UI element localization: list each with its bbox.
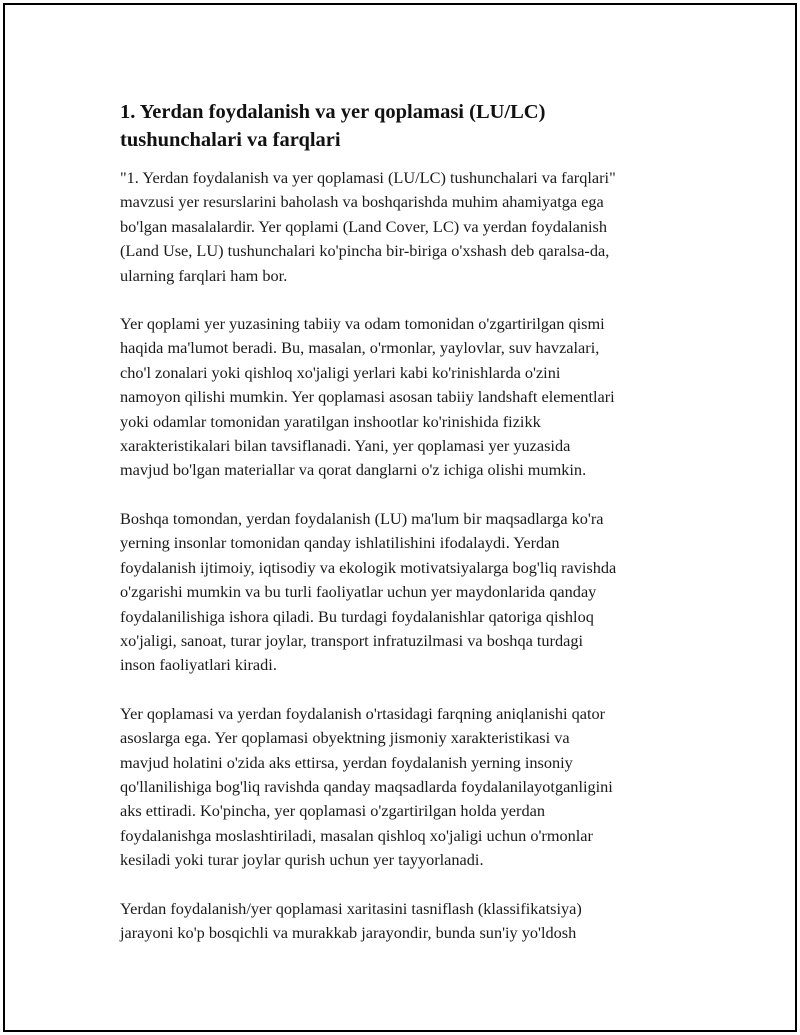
paragraph-1 <box>120 166 700 288</box>
document-content <box>120 98 700 969</box>
text-line: mavjud holatini o'zida aks ettirsa, yerdan foydalanish yerning insoniy <box>120 752 573 772</box>
text-line: mavjud bo'lgan materiallar va qorat danglarni o'z ichiga olishi mumkin. <box>120 460 587 480</box>
text-line: jarayoni ko'p bosqichli va murakkab jarayondir, bunda sun'iy yo'ldosh <box>120 922 577 942</box>
text-line: o'zgarishi mumkin va bu turli faoliyatlar uchun yer maydonlarida qanday <box>120 582 597 602</box>
heading-line: tushunchalari va farqlari <box>120 129 341 151</box>
heading-line: 1. Yerdan foydalanish va yer qoplamasi (LU/LC) <box>120 101 546 123</box>
paragraph-2 <box>120 312 700 483</box>
paragraph-4 <box>120 702 700 873</box>
text-line: yerning insonlar tomonidan qanday ishlatilishini ifodalaydi. Yerdan <box>120 533 560 553</box>
text-line: haqida ma'lumot beradi. Bu, masalan, o'rmonlar, yaylovlar, suv havzalari, <box>120 338 600 358</box>
text-line: ularning farqlari ham bor. <box>120 265 288 285</box>
text-line: foydalanish ijtimoiy, iqtisodiy va ekologik motivatsiyalarga bog'liq ravishda <box>120 557 617 577</box>
text-line: xo'jaligi, sanoat, turar joylar, transport infratuzilmasi va boshqa turdagi <box>120 630 584 650</box>
text-line: Boshqa tomondan, yerdan foydalanish (LU) ma'lum bir maqsadlarga ko'ra <box>120 508 604 528</box>
text-line: (Land Use, LU) tushunchalari ko'pincha bir-biriga o'xshash deb qaralsa-da, <box>120 241 610 261</box>
text-line: qo'llanilishiga bog'liq ravishda qanday maqsadlarda foydalanilayotganligini <box>120 776 613 796</box>
page-frame <box>3 3 797 1032</box>
text-line: mavzusi yer resurslarini baholash va boshqarishda muhim ahamiyatga ega <box>120 192 604 212</box>
text-line: foydalanilishiga ishora qiladi. Bu turdagi foydalanishlar qatoriga qishloq <box>120 606 594 626</box>
text-line: Yer qoplamasi va yerdan foydalanish o'rtasidagi farqning aniqlanishi qator <box>120 703 606 723</box>
text-line: bo'lgan masalalardir. Yer qoplami (Land Cover, LC) va yerdan foydalanish <box>120 216 607 236</box>
text-line: yoki odamlar tomonidan yaratilgan inshootlar ko'rinishida fizikk <box>120 411 541 431</box>
text-line: "1. Yerdan foydalanish va yer qoplamasi (LU/LC) tushunchalari va farqlari" <box>120 168 616 187</box>
text-line: xarakteristikalari bilan tavsiflanadi. Yani, yer qoplamasi yer yuzasida <box>120 436 571 456</box>
text-line: namoyon qilishi mumkin. Yer qoplamasi asosan tabiiy landshaft elementlari <box>120 387 615 407</box>
text-line: Yer qoplami yer yuzasining tabiiy va odam tomonidan o'zgartirilgan qismi <box>120 314 605 334</box>
text-line: Yerdan foydalanish/yer qoplamasi xaritasini tasniflash (klassifikatsiya) <box>120 898 582 918</box>
paragraph-5 <box>120 897 700 946</box>
text-line: inson faoliyatlari kiradi. <box>120 655 277 675</box>
paragraph-3 <box>120 507 700 678</box>
text-line: foydalanishga moslashtiriladi, masalan qishloq xo'jaligi uchun o'rmonlar <box>120 825 593 845</box>
text-line: asoslarga ega. Yer qoplamasi obyektning jismoniy xarakteristikasi va <box>120 728 570 748</box>
document-heading <box>120 98 700 154</box>
text-line: cho'l zonalari yoki qishloq xo'jaligi yerlari kabi ko'rinishlarda o'zini <box>120 362 561 382</box>
text-line: kesiladi yoki turar joylar qurish uchun yer tayyorlanadi. <box>120 850 484 870</box>
text-line: aks ettiradi. Ko'pincha, yer qoplamasi o'zgartirilgan holda yerdan <box>120 801 545 821</box>
